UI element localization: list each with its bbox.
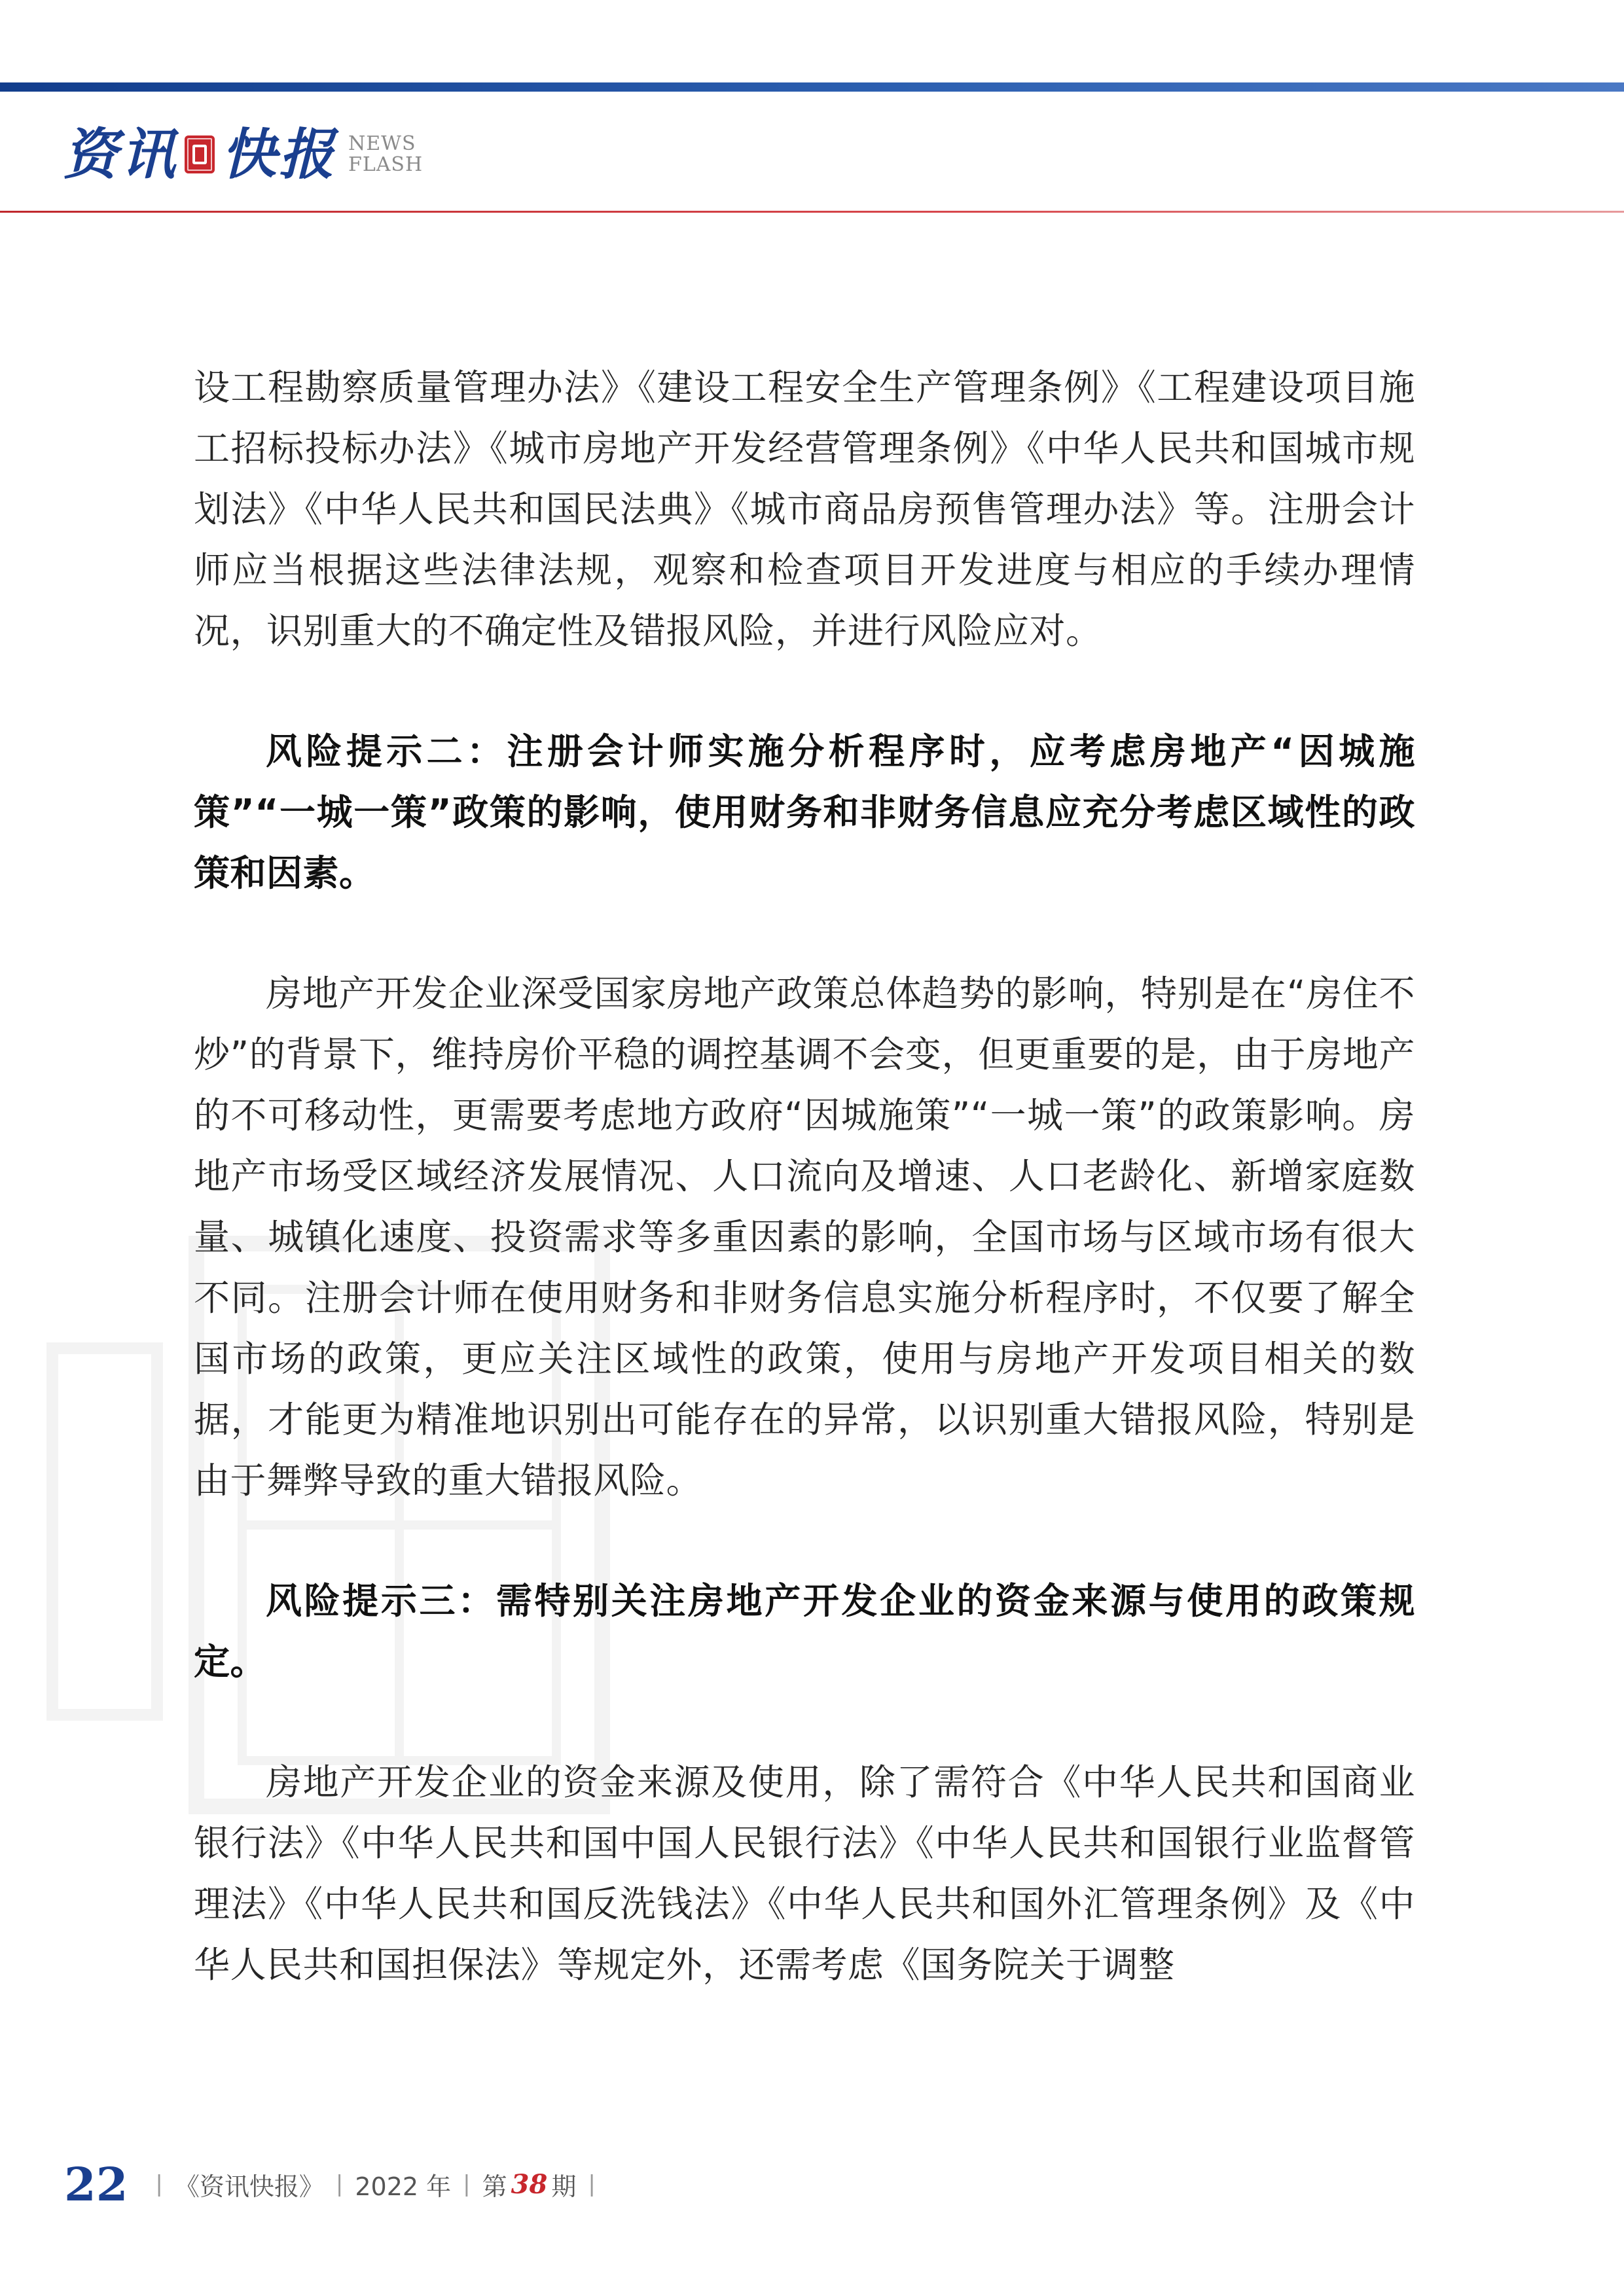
header-divider [0,211,1624,213]
publication-name: 《资讯快报》 [174,2172,324,2201]
risk-tip-two-heading: 风险提示二：注册会计师实施分析程序时，应考虑房地产“因城施策”“一城一策”政策的影响，使用财务和非财务信息应充分考虑区域性的政策和因素。 [194,730,1415,894]
paragraph-funding-sources: 房地产开发企业的资金来源及使用，除了需符合《中华人民共和国商业银行法》《中华人民共和国中国人民银行法》《中华人民共和国银行业监督管理法》《中华人民共和国反洗钱法》《中华人民共和国外汇管理条例》及《中华人民共和国担保法》等规定外，还需考虑《国务院关于调整 [194,1761,1415,1986]
article-body [194,357,1415,1996]
risk-tip-three-heading: 风险提示三：需特别关注房地产开发企业的资金来源与使用的政策规定。 [194,1580,1415,1683]
footer-separator: | [155,2171,163,2197]
issue-prefix: 第 [482,2172,507,2201]
page-number: 22 [64,2157,128,2212]
paragraph-city-policy: 房地产开发企业深受国家房地产政策总体趋势的影响，特别是在“房住不炒”的背景下，维持房价平稳的调控基调不会变，但更重要的是，由于房地产的不可移动性，更需要考虑地方政府“因城施策”“一城一策”的政策影响。房地产市场受区域经济发展情况、人口流向及增速、人口老龄化、新增家庭数量、城镇化速度、投资需求等多重因素的影响，全国市场与区域市场有很大不同。注册会计师在使用财务和非财务信息实施分析程序时，不仅要了解全国市场的政策，更应关注区域性的政策，使用与房地产开发项目相关的数据，才能更为精准地识别出可能存在的异常，以识别重大错报风险，特别是由于舞弊导致的重大错报风险。 [194,973,1415,1501]
header-top-stripe [0,82,1624,92]
flash-label: FLASH [348,153,424,176]
footer-separator: | [588,2171,596,2197]
seal-stamp-icon [185,135,215,173]
brand-title-left: 资讯 [63,122,179,187]
brand-title-right: 快报 [221,122,337,187]
issue-number: 38 [511,2168,548,2200]
news-label: NEWS [348,132,416,155]
issue-suffix: 期 [551,2172,577,2201]
news-flash-label [348,134,423,175]
publication-year: 2022 年 [355,2172,452,2201]
masthead [63,115,423,194]
page-footer [64,2155,607,2214]
paragraph-regulations: 设工程勘察质量管理办法》《建设工程安全生产管理条例》《工程建设项目施工招标投标办法》《城市房地产开发经营管理条例》《中华人民共和国城市规划法》《中华人民共和国民法典》《城市商品房预售管理办法》等。注册会计师应当根据这些法律法规，观察和检查项目开发进度与相应的手续办理情况，识别重大的不确定性及错报风险，并进行风险应对。 [194,367,1415,652]
footer-separator: | [463,2171,471,2197]
footer-separator: | [335,2171,344,2197]
